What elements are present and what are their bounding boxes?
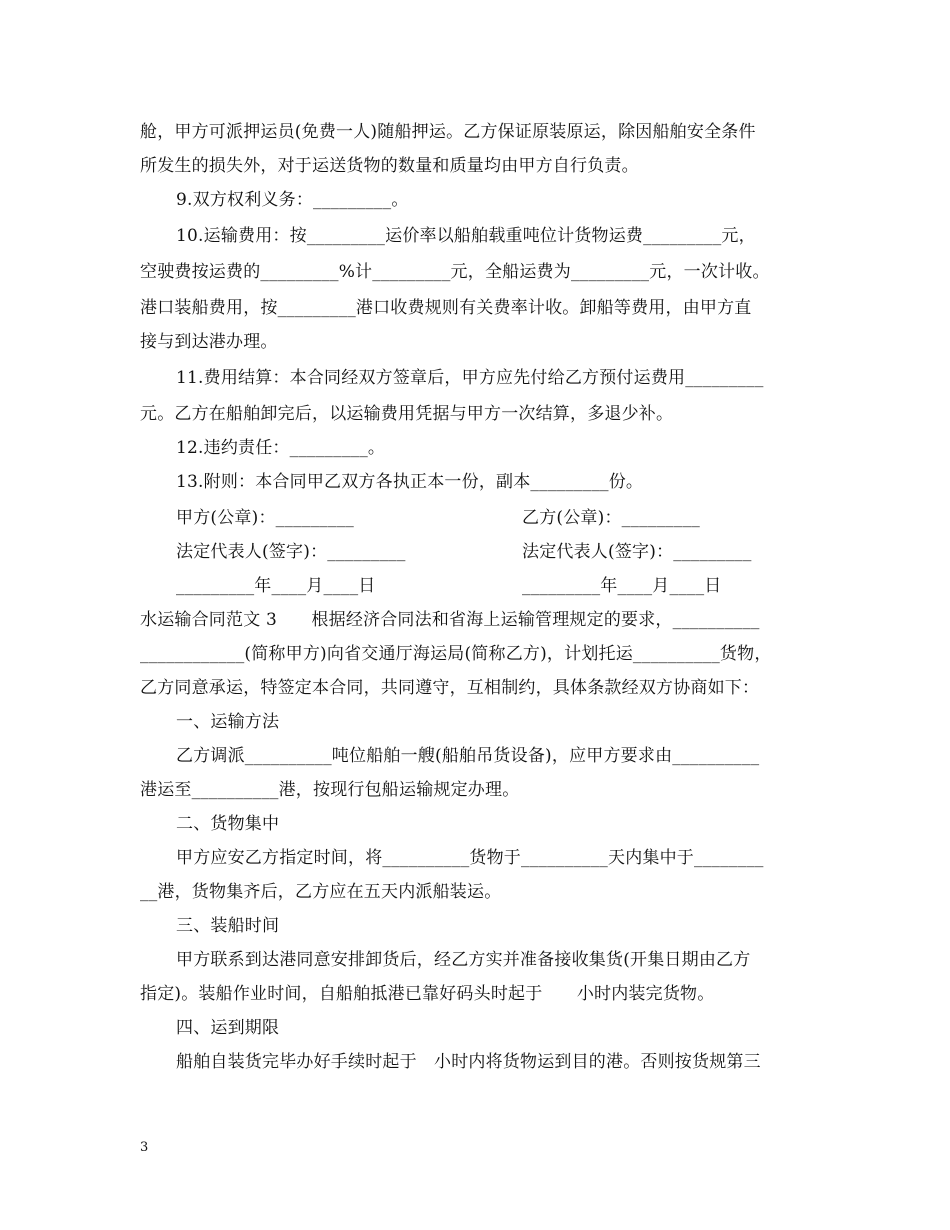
body-line: 乙方同意承运，特签定本合同，共同遵守，互相制约，具体条款经双方协商如下：: [140, 678, 760, 698]
body-line: 接与到达港办理。: [140, 332, 278, 352]
clause-11: 11.费用结算：本合同经双方签章后，甲方应先付给乙方预付运费用_________: [176, 368, 764, 388]
heading-loading-time: 三、装船时间: [176, 916, 280, 936]
party-b-representative: 法定代表人(签字)：_________: [522, 542, 752, 562]
clause-10: 10.运输费用：按_________运价率以船舶载重吨位计货物运费_________元，: [176, 226, 756, 246]
clause-13: 13.附则：本合同甲乙双方各执正本一份，副本_________份。: [176, 472, 644, 492]
body-line: 甲方应安乙方指定时间，将__________货物于__________天内集中于________: [176, 848, 764, 868]
body-line: 港运至__________港，按现行包船运输规定办理。: [140, 780, 520, 800]
party-a-representative: 法定代表人(签字)：_________: [176, 542, 406, 562]
party-b-seal: 乙方(公章)：_________: [522, 508, 700, 528]
body-line: 舱，甲方可派押运员(免费一人)随船押运。乙方保证原装原运，除因船舶安全条件: [140, 122, 756, 142]
heading-delivery-deadline: 四、运到期限: [176, 1018, 280, 1038]
heading-cargo-collection: 二、货物集中: [176, 814, 280, 834]
heading-transport-method: 一、运输方法: [176, 712, 280, 732]
party-b-date: _________年____月____日: [522, 576, 722, 596]
clause-9: 9.双方权利义务：_________。: [176, 190, 409, 210]
page-number: 3: [140, 1140, 149, 1155]
body-line: 船舶自装货完毕办好手续时起于 小时内将货物运到目的港。否则按货规第三: [176, 1052, 761, 1072]
section-title-line: 水运输合同范文 3 根据经济合同法和省海上运输管理规定的要求，__________: [140, 610, 760, 630]
body-line: 元。乙方在船舶卸完后，以运输费用凭据与甲方一次结算，多退少补。: [140, 404, 674, 424]
body-line: ____________(简称甲方)向省交通厅海运局(简称乙方)，计划托运__________货物，: [140, 644, 772, 664]
body-line: 甲方联系到达港同意安排卸货后，经乙方实并准备接收集货(开集日期由乙方: [176, 950, 751, 970]
party-a-seal: 甲方(公章)：_________: [176, 508, 354, 528]
body-line: 乙方调派__________吨位船舶一艘(船舶吊货设备)，应甲方要求由__________: [176, 746, 760, 766]
body-line: 空驶费按运费的_________%计_________元，全船运费为_________元，一次计收。: [140, 262, 770, 282]
body-line: 指定)。装船作业时间，自船舶抵港已靠好码头时起于 小时内装完货物。: [140, 984, 715, 1004]
body-line: 港口装船费用，按_________港口收费规则有关费率计收。卸船等费用，由甲方直: [140, 298, 752, 318]
body-line: 所发生的损失外，对于运送货物的数量和质量均由甲方自行负责。: [140, 156, 639, 176]
clause-12: 12.违约责任：_________。: [176, 438, 386, 458]
party-a-date: _________年____月____日: [176, 576, 376, 596]
body-line: __港，货物集齐后，乙方应在五天内派船装运。: [140, 882, 502, 902]
